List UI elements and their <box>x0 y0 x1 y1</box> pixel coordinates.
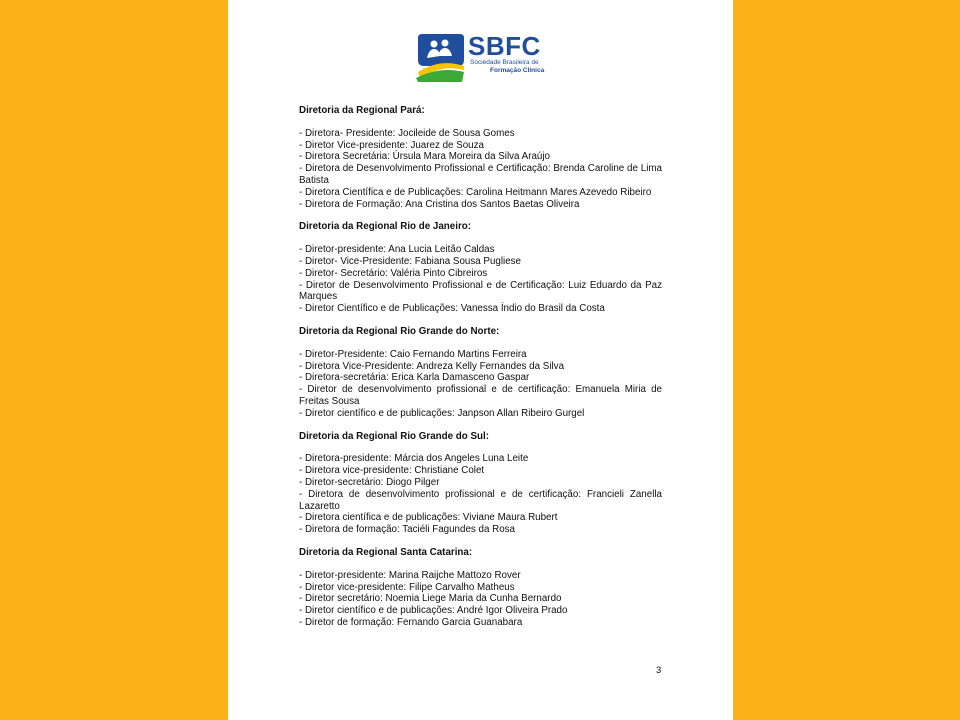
list-item: - Diretor de desenvolvimento profissional e de certificação: Emanuela Miria de Freitas Sousa <box>299 384 662 407</box>
list-item: - Diretora de desenvolvimento profissional e de certificação: Francieli Zanella Lazaretto <box>299 488 662 512</box>
list-item: - Diretora de formação: Taciéli Fagundes da Rosa <box>299 524 516 536</box>
list-item: - Diretor secretário: Noemia Liege Maria da Cunha Bernardo <box>299 593 562 605</box>
list-item: - Diretor-secretário: Diogo Pilger <box>299 476 440 488</box>
section-heading: Diretoria da Regional Rio Grande do Norte: <box>299 325 500 337</box>
list-item: - Diretor vice-presidente: Filipe Carvalho Matheus <box>299 581 515 593</box>
section-santa-catarina <box>299 547 662 629</box>
logo-subtitle: Sociedade Brasileira de <box>470 59 539 66</box>
list-item: - Diretor-Presidente: Caio Fernando Martins Ferreira <box>299 348 527 360</box>
sbfc-logo <box>414 30 554 86</box>
section-para <box>299 105 662 210</box>
section-rio-grande-do-sul <box>299 431 662 536</box>
list-item: - Diretor de formação: Fernando Garcia Guanabara <box>299 616 523 628</box>
list-item: - Diretora de Formação: Ana Cristina dos Santos Baetas Oliveira <box>299 198 580 210</box>
list-item: - Diretora-secretária: Erica Karla Damasceno Gaspar <box>299 372 530 384</box>
list-item: - Diretor Científico e de Publicações: Vanessa Índio do Brasil da Costa <box>299 303 605 315</box>
section-heading: Diretoria da Regional Rio Grande do Sul: <box>299 430 489 442</box>
page-number: 3 <box>656 665 662 676</box>
list-item: - Diretora Secretária: Úrsula Mara Moreira da Silva Araújo <box>299 151 551 163</box>
list-item: - Diretor científico e de publicações: André Igor Oliveira Prado <box>299 605 568 617</box>
list-item: - Diretora Vice-Presidente: Andreza Kelly Fernandes da Silva <box>299 360 565 372</box>
document-body <box>299 105 662 640</box>
logo-title: SBFC <box>468 31 541 61</box>
list-item: - Diretor-presidente: Marina Raijche Mattozo Rover <box>299 569 521 581</box>
list-item: - Diretora- Presidente: Jocileide de Sousa Gomes <box>299 127 515 139</box>
list-item: - Diretora-presidente: Márcia dos Angeles Luna Leite <box>299 453 529 465</box>
list-item: - Diretor de Desenvolvimento Profissional e de Certificação: Luiz Eduardo da Paz Marques <box>299 279 662 303</box>
logo-subtitle-2: Formação Clínica <box>490 67 545 74</box>
section-rio-de-janeiro <box>299 221 662 315</box>
list-item: - Diretor- Secretário: Valéria Pinto Cibreiros <box>299 267 488 279</box>
list-item: - Diretor Vice-presidente: Juarez de Souza <box>299 139 484 151</box>
list-item: - Diretora Científica e de Publicações: Carolina Heitmann Mares Azevedo Ribeiro <box>299 186 652 198</box>
section-heading: Diretoria da Regional Rio de Janeiro: <box>299 221 472 233</box>
list-item: - Diretor científico e de publicações: Janpson Allan Ribeiro Gurgel <box>299 407 585 419</box>
list-item: - Diretora vice-presidente: Christiane Colet <box>299 465 485 477</box>
section-heading: Diretoria da Regional Santa Catarina: <box>299 546 473 558</box>
sbfc-logo-icon <box>414 30 466 82</box>
list-item: - Diretor- Vice-Presidente: Fabiana Sousa Pugliese <box>299 255 521 267</box>
list-item: - Diretora científica e de publicações: Viviane Maura Rubert <box>299 512 558 524</box>
section-rio-grande-do-norte <box>299 326 662 420</box>
section-heading: Diretoria da Regional Pará: <box>299 105 425 116</box>
list-item: - Diretora de Desenvolvimento Profissional e Certificação: Brenda Caroline de Lima Batista <box>299 163 662 186</box>
list-item: - Diretor-presidente: Ana Lucia Leitão Caldas <box>299 244 495 256</box>
document-page <box>228 0 733 720</box>
